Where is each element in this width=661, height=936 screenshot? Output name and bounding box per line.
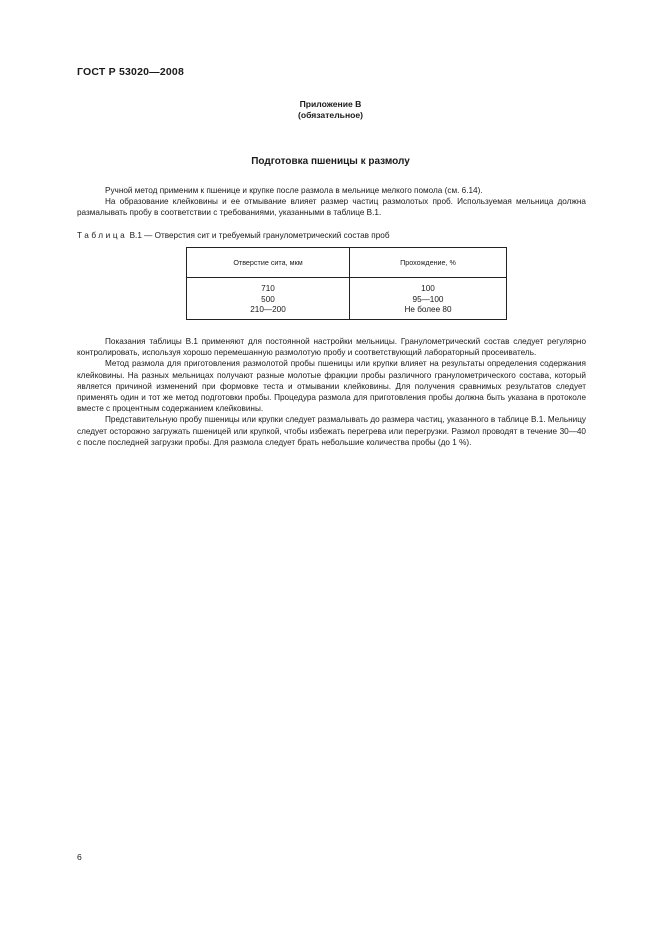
appendix-title: Приложение В [299,99,362,109]
table-row [187,278,507,320]
column-header-passing: Прохождение, % [350,248,507,278]
table-header-row [187,248,507,278]
body-paragraph: Представительную пробу пшеницы или крупки следует размалывать до размера частиц, указанного в таблице В.1. Мельницу следует осторожно загружать пшеницей или крупкой, чтобы избежать перегрева или перегрузки. Размол проводят в течение 30—40 с после последней загрузки пробы. Для размола следует брать небольшие количества пробы (до 1 %). [77,415,586,447]
section-title: Подготовка пшеницы к размолу [251,156,410,167]
intro-text [77,185,586,219]
body-paragraph: Показания таблицы В.1 применяют для постоянной настройки мельницы. Гранулометрический состав следует регулярно контролировать, используя хорошо перемешанную размолотую пробу и соответствующий лабораторный просеиватель. [77,337,586,358]
passing-values-cell [350,278,507,320]
body-text [77,336,586,448]
table-cell: 95—100 [412,294,444,304]
body-paragraph: Метод размола для приготовления размолотой пробы пшеницы или крупки влияет на результаты определения содержания клейковины. На разных мельницах получают разные молотые фракции пробы различного гранулометрического состава, который является причиной изменений при формовке теста и отмывании клейковины. Для получения сравнимых результатов следует применять один и тот же метод подготовки пробы. Процедура размола для приготовления пробы должна быть указана в протоколе вместе с процентным содержанием клейковины. [77,359,586,414]
column-header-sieve: Отверстие сита, мкм [187,248,350,278]
table-cell: Не более 80 [404,305,452,315]
table-caption-word: Таблица [77,231,128,240]
sieve-table [186,247,507,320]
sieve-values-cell [187,278,350,320]
appendix-status: (обязательное) [297,110,364,120]
table-caption-text: В.1 — Отверстия сит и требуемый гранулометрический состав проб [129,231,390,240]
page-number: 6 [77,852,82,862]
table-cell: 210—200 [250,305,286,315]
intro-paragraph: Ручной метод применим к пшенице и крупке после размола в мельнице мелкого помола (см. 6.14). [105,186,483,195]
document-header: ГОСТ Р 53020—2008 [77,66,185,78]
table-caption [77,231,390,240]
intro-paragraph: На образование клейковины и ее отмывание влияет размер частиц размолотых проб. Используемая мельница должна размалывать пробу в соответствии с требованиями, указанными в таблице В.1. [77,197,586,218]
table-cell: 500 [261,294,275,304]
table-cell: 100 [421,284,435,293]
table-cell: 710 [261,284,275,293]
